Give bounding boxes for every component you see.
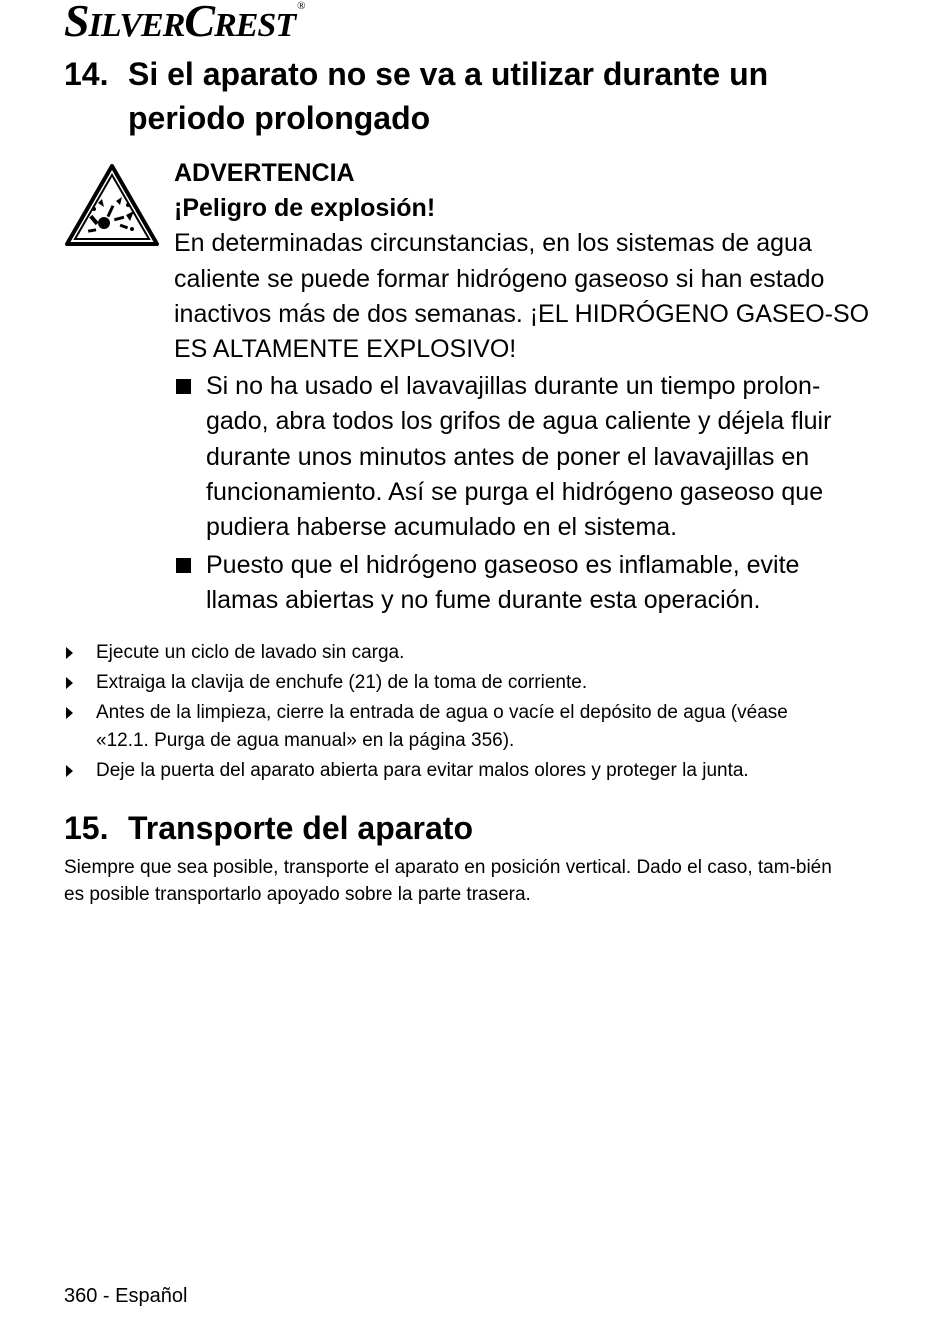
warning-bullet-list bbox=[174, 369, 874, 618]
section-15-heading bbox=[64, 806, 904, 850]
warning-block bbox=[174, 156, 874, 622]
explosion-warning-icon bbox=[64, 163, 160, 247]
step-item: Antes de la limpieza, cierre la entrada de agua o vacíe el depósito de agua (véase «12.1. Purga de agua manual» en la página 356). bbox=[64, 699, 844, 755]
step-item: Extraiga la clavija de enchufe (21) de la toma de corriente. bbox=[64, 669, 844, 697]
warning-bullet: Puesto que el hidrógeno gaseoso es inflamable, evite llamas abiertas y no fume durante esta operación. bbox=[174, 548, 874, 618]
warning-title: ADVERTENCIA bbox=[174, 159, 355, 187]
warning-body: En determinadas circunstancias, en los sistemas de agua caliente se puede formar hidrógeno gaseoso si han estado inactivos más de dos semanas. ¡EL HIDRÓGENO GASEO-SO ES ALTAMENTE EXPLOSIVO! bbox=[174, 229, 870, 364]
square-bullet-icon bbox=[176, 379, 191, 394]
section-15-paragraph: Siempre que sea posible, transporte el aparato en posición vertical. Dado el caso, tam-bién es posible transportarlo apoyado sobre la parte trasera. bbox=[64, 857, 832, 905]
section-15-title: Transporte del aparato bbox=[128, 810, 473, 846]
section-14-title-line2: periodo prolongado bbox=[128, 100, 431, 136]
triangle-bullet-icon bbox=[66, 647, 73, 659]
section-14-title-line1: Si el aparato no se va a utilizar durante un bbox=[128, 56, 769, 92]
triangle-bullet-icon bbox=[66, 765, 73, 777]
warning-subtitle: ¡Peligro de explosión! bbox=[174, 194, 436, 223]
section-14-number: 14. bbox=[64, 56, 109, 92]
square-bullet-icon bbox=[176, 558, 191, 573]
instruction-steps bbox=[64, 639, 844, 787]
section-15-number: 15. bbox=[64, 810, 109, 846]
warning-bullet: Si no ha usado el lavavajillas durante un tiempo prolon-gado, abra todos los grifos de agua caliente y déjela fluir durante unos minutos antes de poner el lavavajillas en funcionamiento. Así se purga el hidrógeno gaseoso que pudiera haberse acumulado en el sistema. bbox=[174, 369, 874, 545]
brand-logo: SILVERCREST® bbox=[64, 0, 305, 46]
page-footer: 360 - Español bbox=[64, 1285, 188, 1307]
step-item: Deje la puerta del aparato abierta para evitar malos olores y proteger la junta. bbox=[64, 757, 844, 785]
triangle-bullet-icon bbox=[66, 677, 73, 689]
section-14-heading bbox=[64, 52, 904, 140]
step-item: Ejecute un ciclo de lavado sin carga. bbox=[64, 639, 844, 667]
triangle-bullet-icon bbox=[66, 707, 73, 719]
